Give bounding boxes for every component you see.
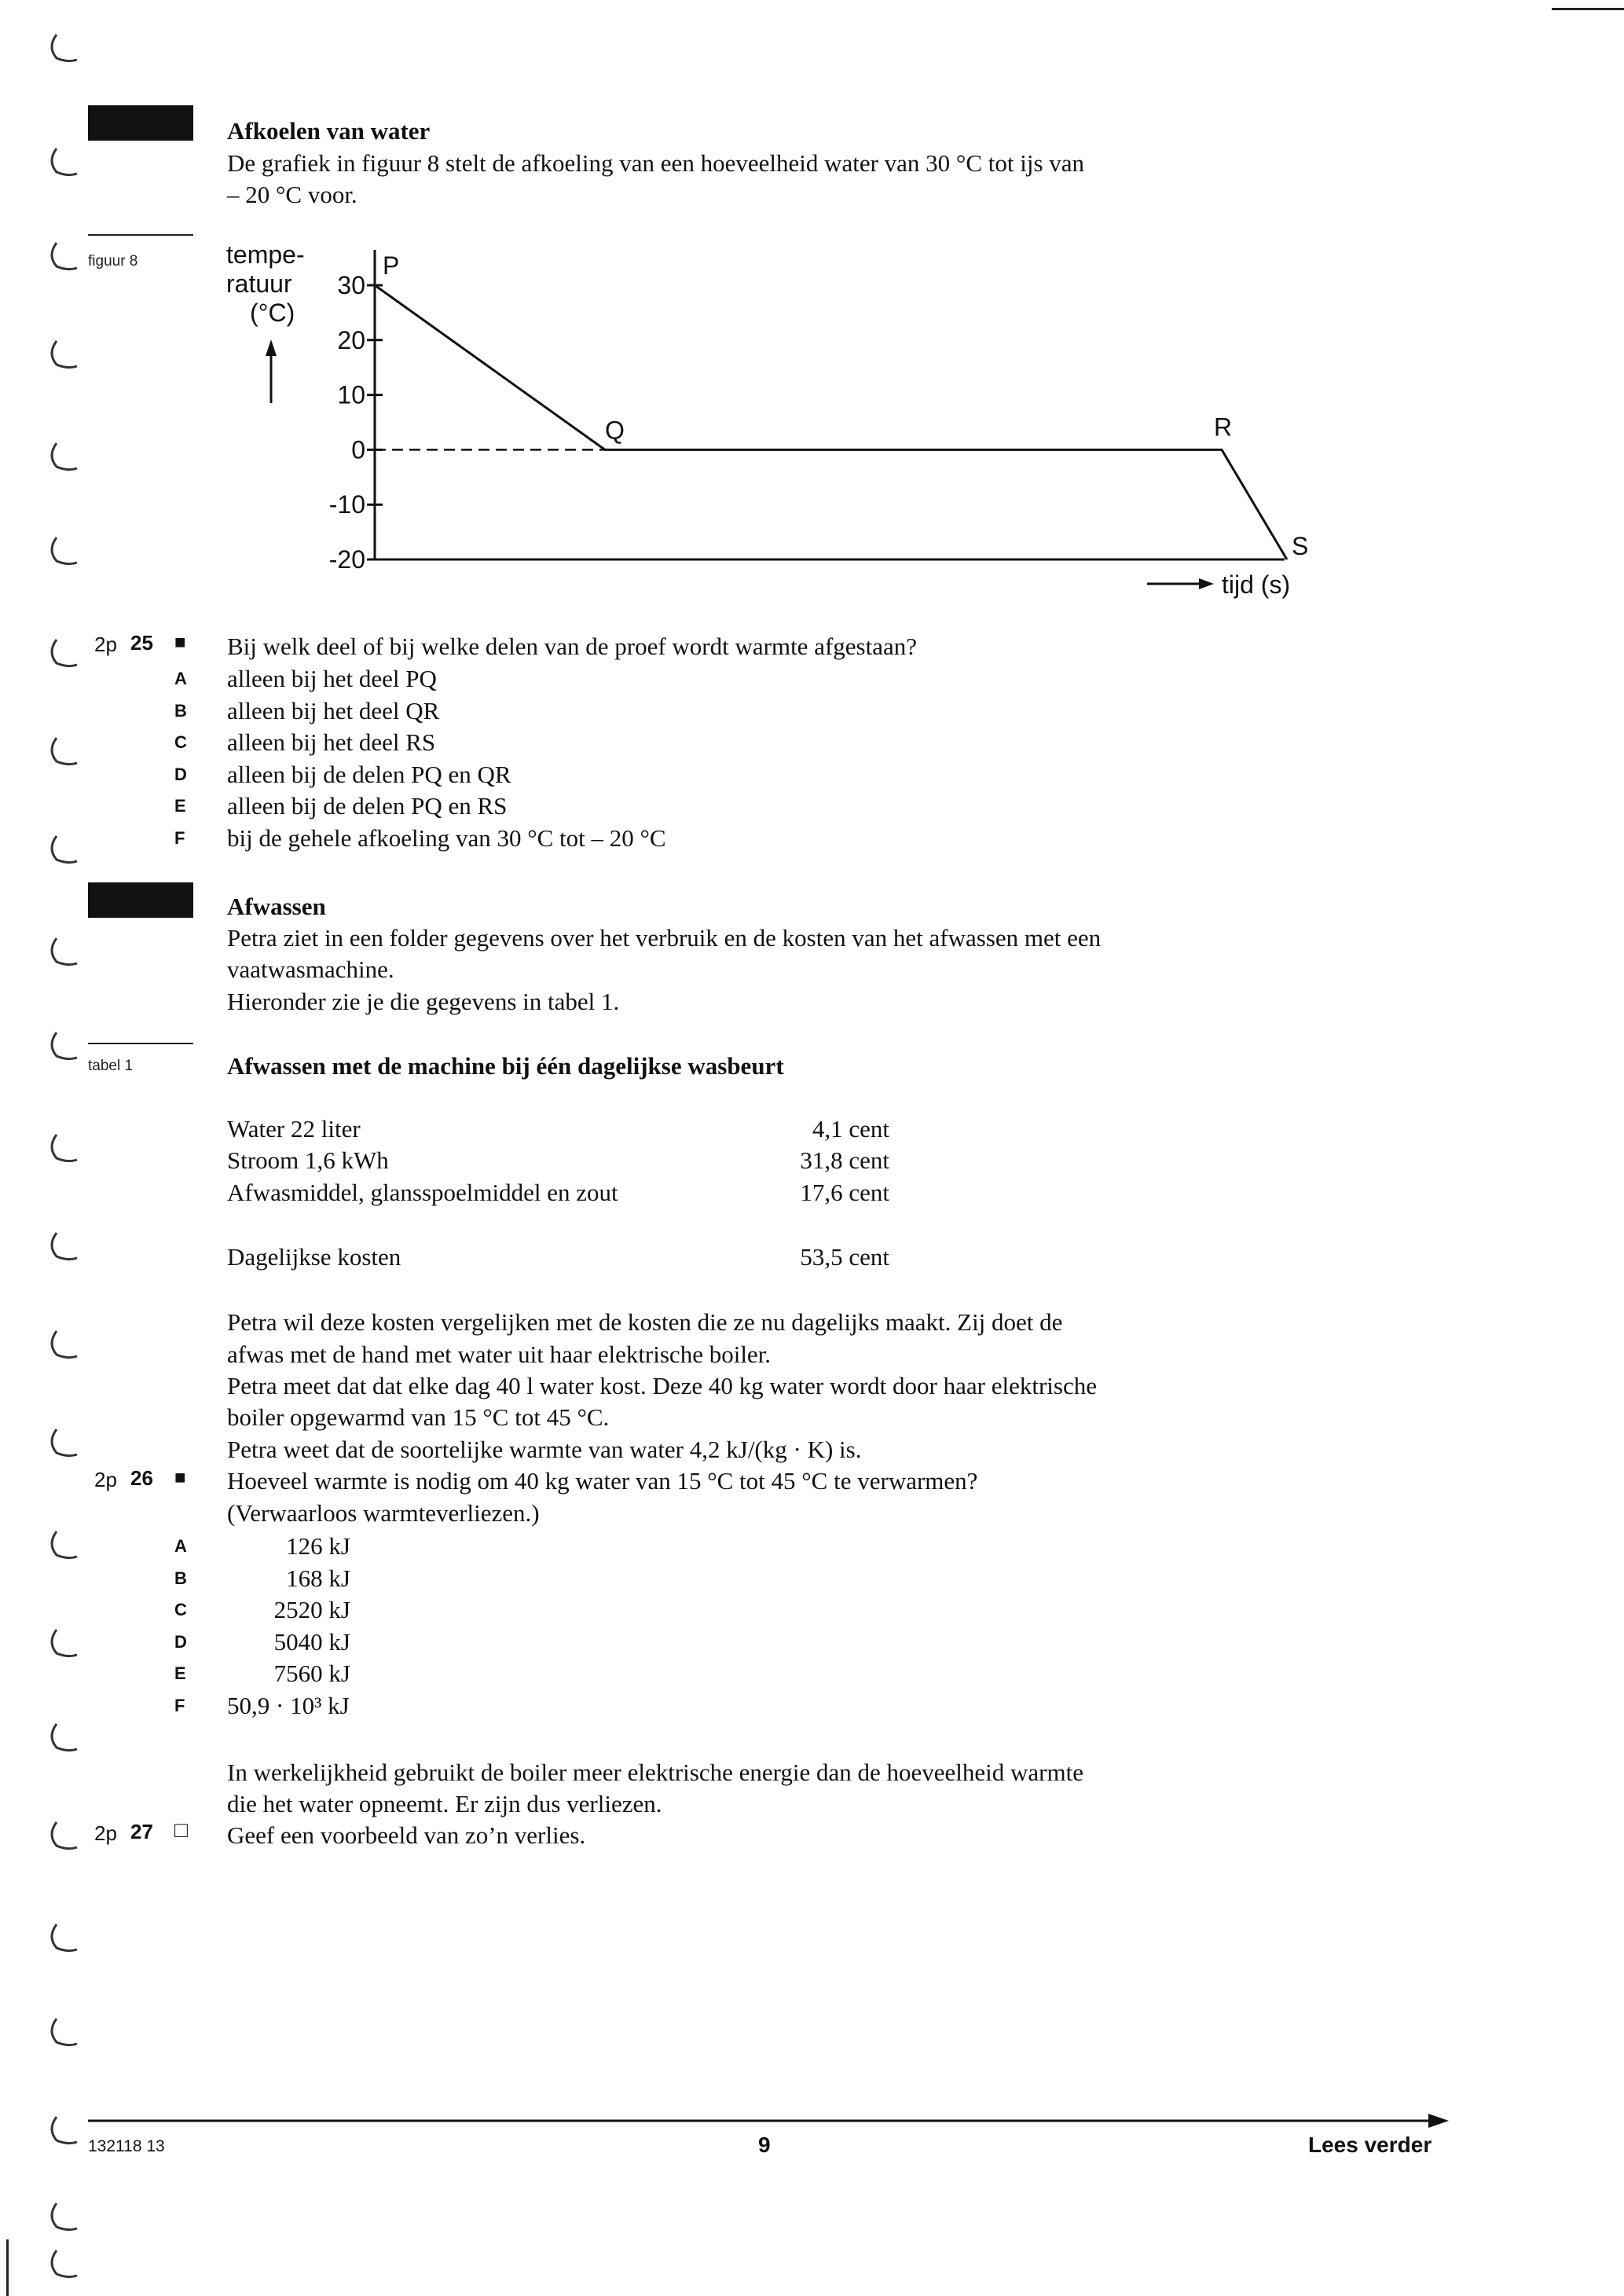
binder-hook-icon: [41, 1029, 88, 1061]
footer-rule-arrow: [88, 2111, 1451, 2131]
question-note: (Verwaarloos warmteverliezen.): [227, 1499, 540, 1527]
binder-hook-icon: [41, 833, 88, 864]
option-text: bij de gehele afkoeling van 30 °C tot – 20 °C: [227, 823, 666, 852]
option-letter: F: [174, 1695, 185, 1715]
paragraph-line: Petra meet dat dat elke dag 40 l water kost. Deze 40 kg water wordt door haar elektrische: [227, 1372, 1097, 1399]
scan-edge-mark: [6, 2239, 9, 2296]
option-text: alleen bij de delen PQ en QR: [227, 760, 511, 788]
section-intro-line: Hieronder zie je die gegevens in tabel 1.: [227, 988, 620, 1015]
option-text: 50,9 · 10³ kJ: [227, 1691, 350, 1719]
figure-label: figuur 8: [88, 253, 138, 270]
question-text: Bij welk deel of bij welke delen van de proef wordt warmte afgestaan?: [227, 633, 917, 660]
option-text: 168 kJ: [286, 1564, 350, 1592]
section-intro-line: Petra ziet in een folder gegevens over het verbruik en de kosten van het afwassen met een: [227, 924, 1102, 952]
section-title: Afkoelen van water: [227, 117, 431, 145]
y-tick-label: 30: [337, 271, 365, 299]
section-marker-bar: [88, 882, 193, 918]
option-text: 126 kJ: [286, 1532, 350, 1560]
table-row-cost: 31,8 cent: [800, 1146, 889, 1174]
option-text: 5040 kJ: [273, 1627, 350, 1656]
y-axis-label-line: ratuur: [226, 270, 292, 298]
paragraph-line: boiler opgewarmd van 15 °C tot 45 °C.: [227, 1403, 610, 1431]
option-letter: E: [174, 1663, 186, 1683]
option-letter: B: [174, 700, 187, 721]
binder-hook-icon: [41, 2200, 88, 2232]
question-marker: ■: [174, 1467, 186, 1488]
table-row: [227, 1113, 361, 1145]
binder-hook-icon: [41, 1721, 88, 1752]
option-letter: C: [174, 1600, 187, 1619]
paragraph-line: afwas met de hand met water uit haar elektrische boiler.: [227, 1341, 772, 1368]
table-row-cost: 17,6 cent: [800, 1179, 889, 1206]
binder-hook-icon: [41, 935, 88, 966]
option-letter: A: [174, 1536, 187, 1556]
point-label-p: P: [383, 251, 400, 280]
question-text: Hoeveel warmte is nodig om 40 kg water van 15 °C tot 45 °C te verwarmen?: [227, 1467, 978, 1495]
footer-next: Lees verder: [1308, 2133, 1432, 2157]
table-label: tabel 1: [88, 1058, 134, 1074]
binder-hook-icon: [41, 1819, 88, 1850]
arrow-right-icon: [1428, 2114, 1449, 2128]
page-number: 9: [758, 2133, 771, 2157]
y-tick-label: -20: [328, 545, 365, 574]
question-points: 2p: [94, 1468, 117, 1491]
table-row: [227, 1144, 389, 1176]
option-letter: F: [174, 827, 185, 848]
question-number: 26: [130, 1466, 153, 1490]
option-text: alleen bij het deel PQ: [227, 665, 437, 692]
binder-hook-icon: [41, 636, 88, 668]
binder-hook-icon: [41, 2247, 88, 2279]
table-row-item: Water 22 liter: [227, 1115, 361, 1142]
table-row-item: Afwasmiddel, glansspoelmiddel en zout: [227, 1179, 618, 1206]
point-label-q: Q: [605, 416, 625, 445]
paragraph-line: In werkelijkheid gebruikt de boiler meer elektrische energie dan de hoeveelheid warmte: [227, 1759, 1083, 1786]
option-letter: A: [174, 669, 187, 688]
section-intro-line: – 20 °C voor.: [227, 181, 357, 208]
x-axis-label: tijd (s): [1222, 570, 1291, 599]
question-points: 2p: [94, 1821, 117, 1845]
binder-hook-icon: [41, 1426, 88, 1458]
binder-hook-icon: [41, 1627, 88, 1658]
table-row-item: Stroom 1,6 kWh: [227, 1146, 389, 1174]
binder-hook-icon: [41, 2015, 88, 2047]
y-tick-label: 0: [351, 435, 365, 464]
cooling-curve-line: [375, 285, 1287, 559]
option-letter: D: [174, 1631, 187, 1652]
question-number: 25: [130, 631, 153, 655]
y-tick-label: 10: [337, 380, 365, 409]
y-axis-label-line: (°C): [250, 299, 295, 327]
binder-hook-icon: [41, 1528, 88, 1560]
binder-hook-icon: [41, 1230, 88, 1261]
paragraph-line: Petra wil deze kosten vergelijken met de kosten die ze nu dagelijks maakt. Zij doet de: [227, 1308, 1063, 1336]
footer-code: 132118 13: [88, 2137, 165, 2155]
binder-hook-icon: [41, 2114, 88, 2145]
paragraph-line: Petra weet dat de soortelijke warmte van water 4,2 kJ/(kg · K) is.: [227, 1436, 862, 1463]
y-axis-arrow-head: [266, 339, 277, 356]
section-title: Afwassen: [227, 893, 326, 920]
section-intro-line: vaatwasmachine.: [227, 955, 394, 983]
table-row-cost: 4,1 cent: [812, 1115, 889, 1142]
table-title: Afwassen met de machine bij één dagelijkse wasbeurt: [227, 1052, 784, 1080]
table-total-cost: 53,5 cent: [800, 1243, 889, 1271]
binder-hook-icon: [41, 1131, 88, 1163]
option-text: 2520 kJ: [273, 1596, 350, 1623]
binder-hook-icon: [41, 735, 88, 766]
binder-hook-icon: [41, 1328, 88, 1359]
section-intro-line: De grafiek in figuur 8 stelt de afkoeling van een hoeveelheid water van 30 °C tot ijs van: [227, 149, 1085, 177]
table-row: [227, 1176, 618, 1209]
y-axis-label-line: tempe-: [226, 240, 305, 269]
table-total-item: Dagelijkse kosten: [227, 1243, 401, 1271]
option-letter: C: [174, 732, 187, 752]
question-number: 27: [130, 1820, 153, 1843]
option-text: 7560 kJ: [273, 1660, 350, 1687]
figure8-chart: [0, 0, 1624, 613]
point-label-r: R: [1214, 413, 1233, 442]
point-label-s: S: [1292, 532, 1309, 560]
question-text: Geef een voorbeeld van zo’n verlies.: [227, 1821, 586, 1849]
option-letter: D: [174, 764, 187, 784]
option-letter: B: [174, 1568, 187, 1588]
y-tick-label: -10: [328, 490, 365, 519]
option-text: alleen bij het deel QR: [227, 696, 440, 724]
option-letter: E: [174, 796, 186, 816]
question-marker: ■: [174, 632, 186, 653]
x-axis-arrow-head: [1199, 578, 1214, 589]
question-marker: □: [174, 1817, 188, 1842]
binder-hook-icon: [41, 1921, 88, 1953]
option-text: alleen bij de delen PQ en RS: [227, 792, 508, 820]
y-tick-label: 20: [337, 325, 365, 354]
question-points: 2p: [94, 633, 117, 656]
option-text: alleen bij het deel RS: [227, 728, 436, 756]
table-label-rule: [88, 1043, 193, 1044]
paragraph-line: die het water opneemt. Er zijn dus verliezen.: [227, 1790, 662, 1817]
